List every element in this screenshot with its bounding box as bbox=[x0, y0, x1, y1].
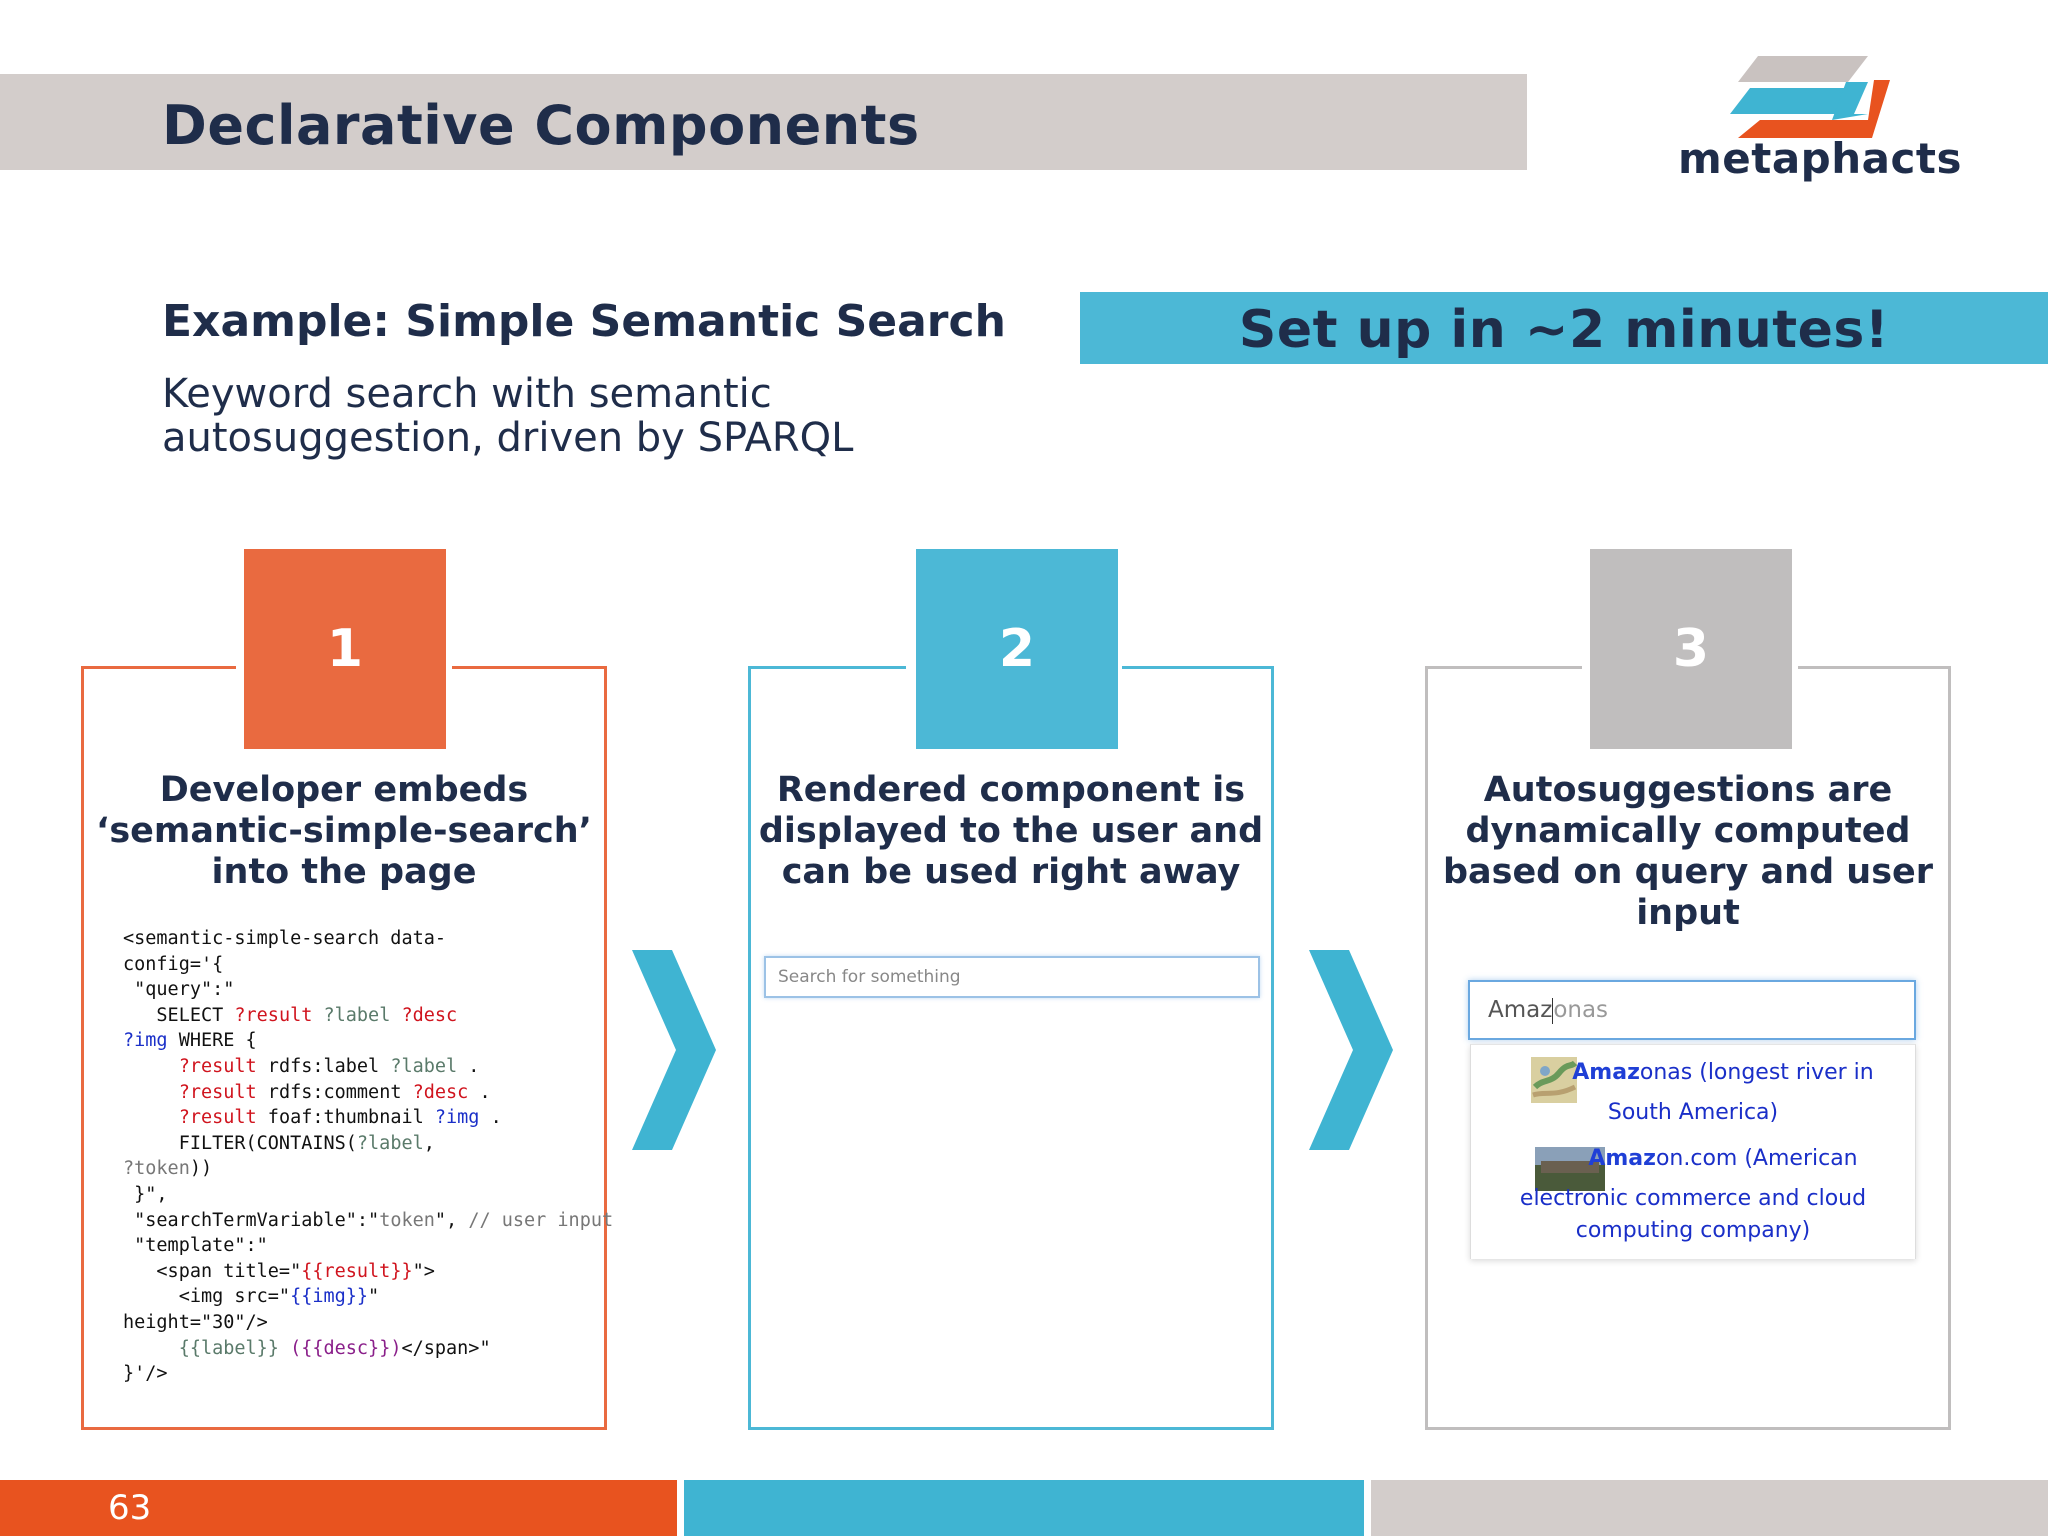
slide-title: Declarative Components bbox=[162, 94, 920, 157]
suggestion-item[interactable]: Amazonas (longest river in bbox=[1572, 1060, 1874, 1085]
logo-text: metaphacts bbox=[1678, 134, 1962, 183]
example-subtitle: Example: Simple Semantic Search bbox=[162, 296, 1006, 347]
step-1-number: 1 bbox=[244, 549, 446, 749]
step-3-title: Autosuggestions are dynamically computed based on query and user input bbox=[1442, 770, 1934, 933]
suggestion-item-line: South America) bbox=[1607, 1100, 1779, 1125]
suggestion-item[interactable]: Amazon.com (American bbox=[1588, 1146, 1858, 1171]
suggestion-item-line: computing company) bbox=[1575, 1218, 1811, 1243]
step-2-title: Rendered component is displayed to the user and can be used right away bbox=[758, 770, 1264, 892]
code-snippet: <semantic-simple-search data- config='{ "query":" SELECT ?result ?label ?desc ?img WHERE { ?result rdfs:label ?label . ?result rdfs:comment ?desc . ?result foaf:thumbnail ?img . FILTER(CONTAINS(?label, ?token)) }", "searchTermVariable":"token", // user input "template":" <span title="{{result}}"> <img src="{{img}}" height="30"/> {{label}} ({{desc}})</span>" }'/> bbox=[123, 928, 614, 1385]
chevron-right-icon bbox=[632, 950, 716, 1150]
example-description: Keyword search with semantic autosuggestion, driven by SPARQL bbox=[162, 371, 854, 461]
setup-banner bbox=[1080, 292, 2048, 364]
typed-text: Amaz bbox=[1488, 997, 1553, 1023]
suggest-completion: onas bbox=[1553, 997, 1609, 1023]
step-3-number: 3 bbox=[1590, 549, 1792, 749]
autosuggest-dropdown bbox=[1470, 1044, 1916, 1259]
step-1-title: Developer embeds ‘semantic-simple-search’ into the page bbox=[96, 770, 592, 892]
autosuggest-input[interactable] bbox=[1468, 980, 1916, 1040]
step-2-number: 2 bbox=[916, 549, 1118, 749]
suggestion-item-line: electronic commerce and cloud bbox=[1519, 1186, 1867, 1211]
search-input[interactable]: Search for something bbox=[764, 956, 1260, 998]
setup-banner-text: Set up in ~2 minutes! bbox=[1238, 300, 1890, 360]
page-number: 63 bbox=[108, 1488, 152, 1528]
footer-blue-bar bbox=[684, 1480, 1364, 1536]
footer-orange-bar bbox=[0, 1480, 677, 1536]
chevron-right-icon bbox=[1309, 950, 1393, 1150]
footer-grey-bar bbox=[1371, 1480, 2048, 1536]
